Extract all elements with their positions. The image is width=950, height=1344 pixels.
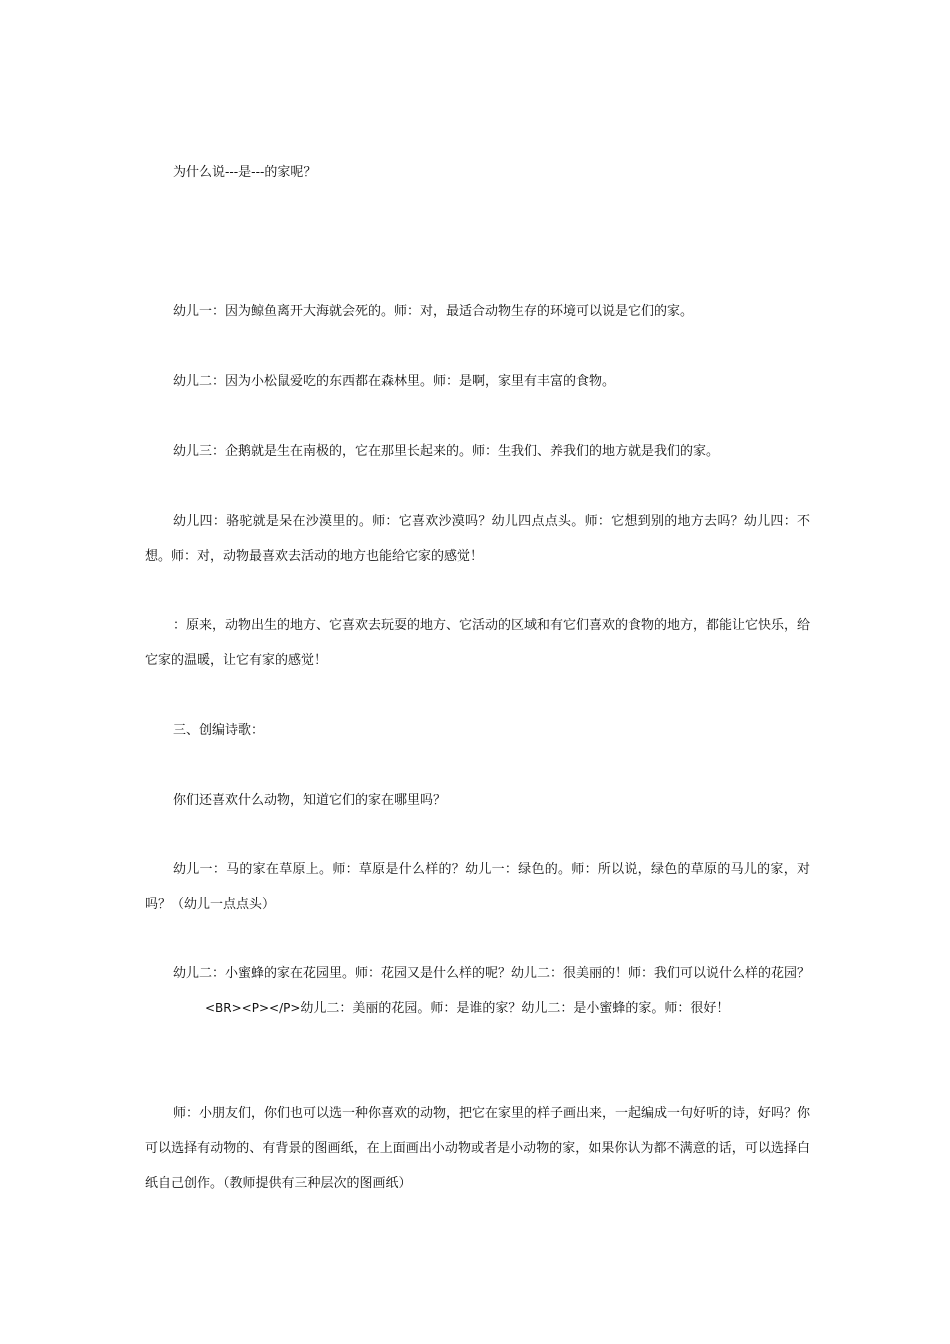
paragraph-horse: 幼儿一：马的家在草原上。师：草原是什么样的？幼儿一：绿色的。师：所以说，绿色的草原的马儿的家，对吗？（幼儿一点点头） [145,862,810,912]
stray-html-tag: <BR><P></P> [205,1001,301,1015]
paragraph-child-four: 幼儿四：骆驼就是呆在沙漠里的。师：它喜欢沙漠吗？幼儿四点点头。师：它想到别的地方去吗？幼儿四：不想。师：对，动物最喜欢去活动的地方也能给它家的感觉！ [145,514,810,564]
section-heading: 三、创编诗歌： [173,723,265,738]
paragraph-prompt: 你们还喜欢什么动物，知道它们的家在哪里吗？ [173,793,447,808]
paragraph-child-two: 幼儿二：因为小松鼠爱吃的东西都在森林里。师：是啊，家里有丰富的食物。 [173,374,616,389]
paragraph-bee [145,956,810,1026]
paragraph-question: 为什么说---是---的家呢？ [173,165,317,180]
paragraph-instruction: 师：小朋友们，你们也可以选一种你喜欢的动物，把它在家里的样子画出来，一起编成一句好听的诗，好吗？你可以选择有动物的、有背景的图画纸，在上面画出小动物或者是小动物的家，如果你认为都不满意的话，可以选择白纸自己创作。（教师提供有三种层次的图画纸） [145,1106,811,1191]
paragraph-child-one: 幼儿一：因为鲸鱼离开大海就会死的。师：对，最适合动物生存的环境可以说是它们的家。 [173,304,694,319]
paragraph-child-three: 幼儿三：企鹅就是生在南极的，它在那里长起来的。师：生我们、养我们的地方就是我们的家。 [173,444,720,459]
bee-text-part2: 幼儿二：美丽的花园。师：是谁的家？幼儿二：是小蜜蜂的家。师：很好！ [300,1001,730,1016]
bee-text-part1: 幼儿二：小蜜蜂的家在花园里。师：花园又是什么样的呢？幼儿二：很美丽的！师：我们可以说什么样的花园？ [173,966,811,981]
paragraph-summary: ：原来，动物出生的地方、它喜欢去玩耍的地方、它活动的区域和有它们喜欢的食物的地方，都能让它快乐，给它家的温暖，让它有家的感觉！ [145,618,811,668]
